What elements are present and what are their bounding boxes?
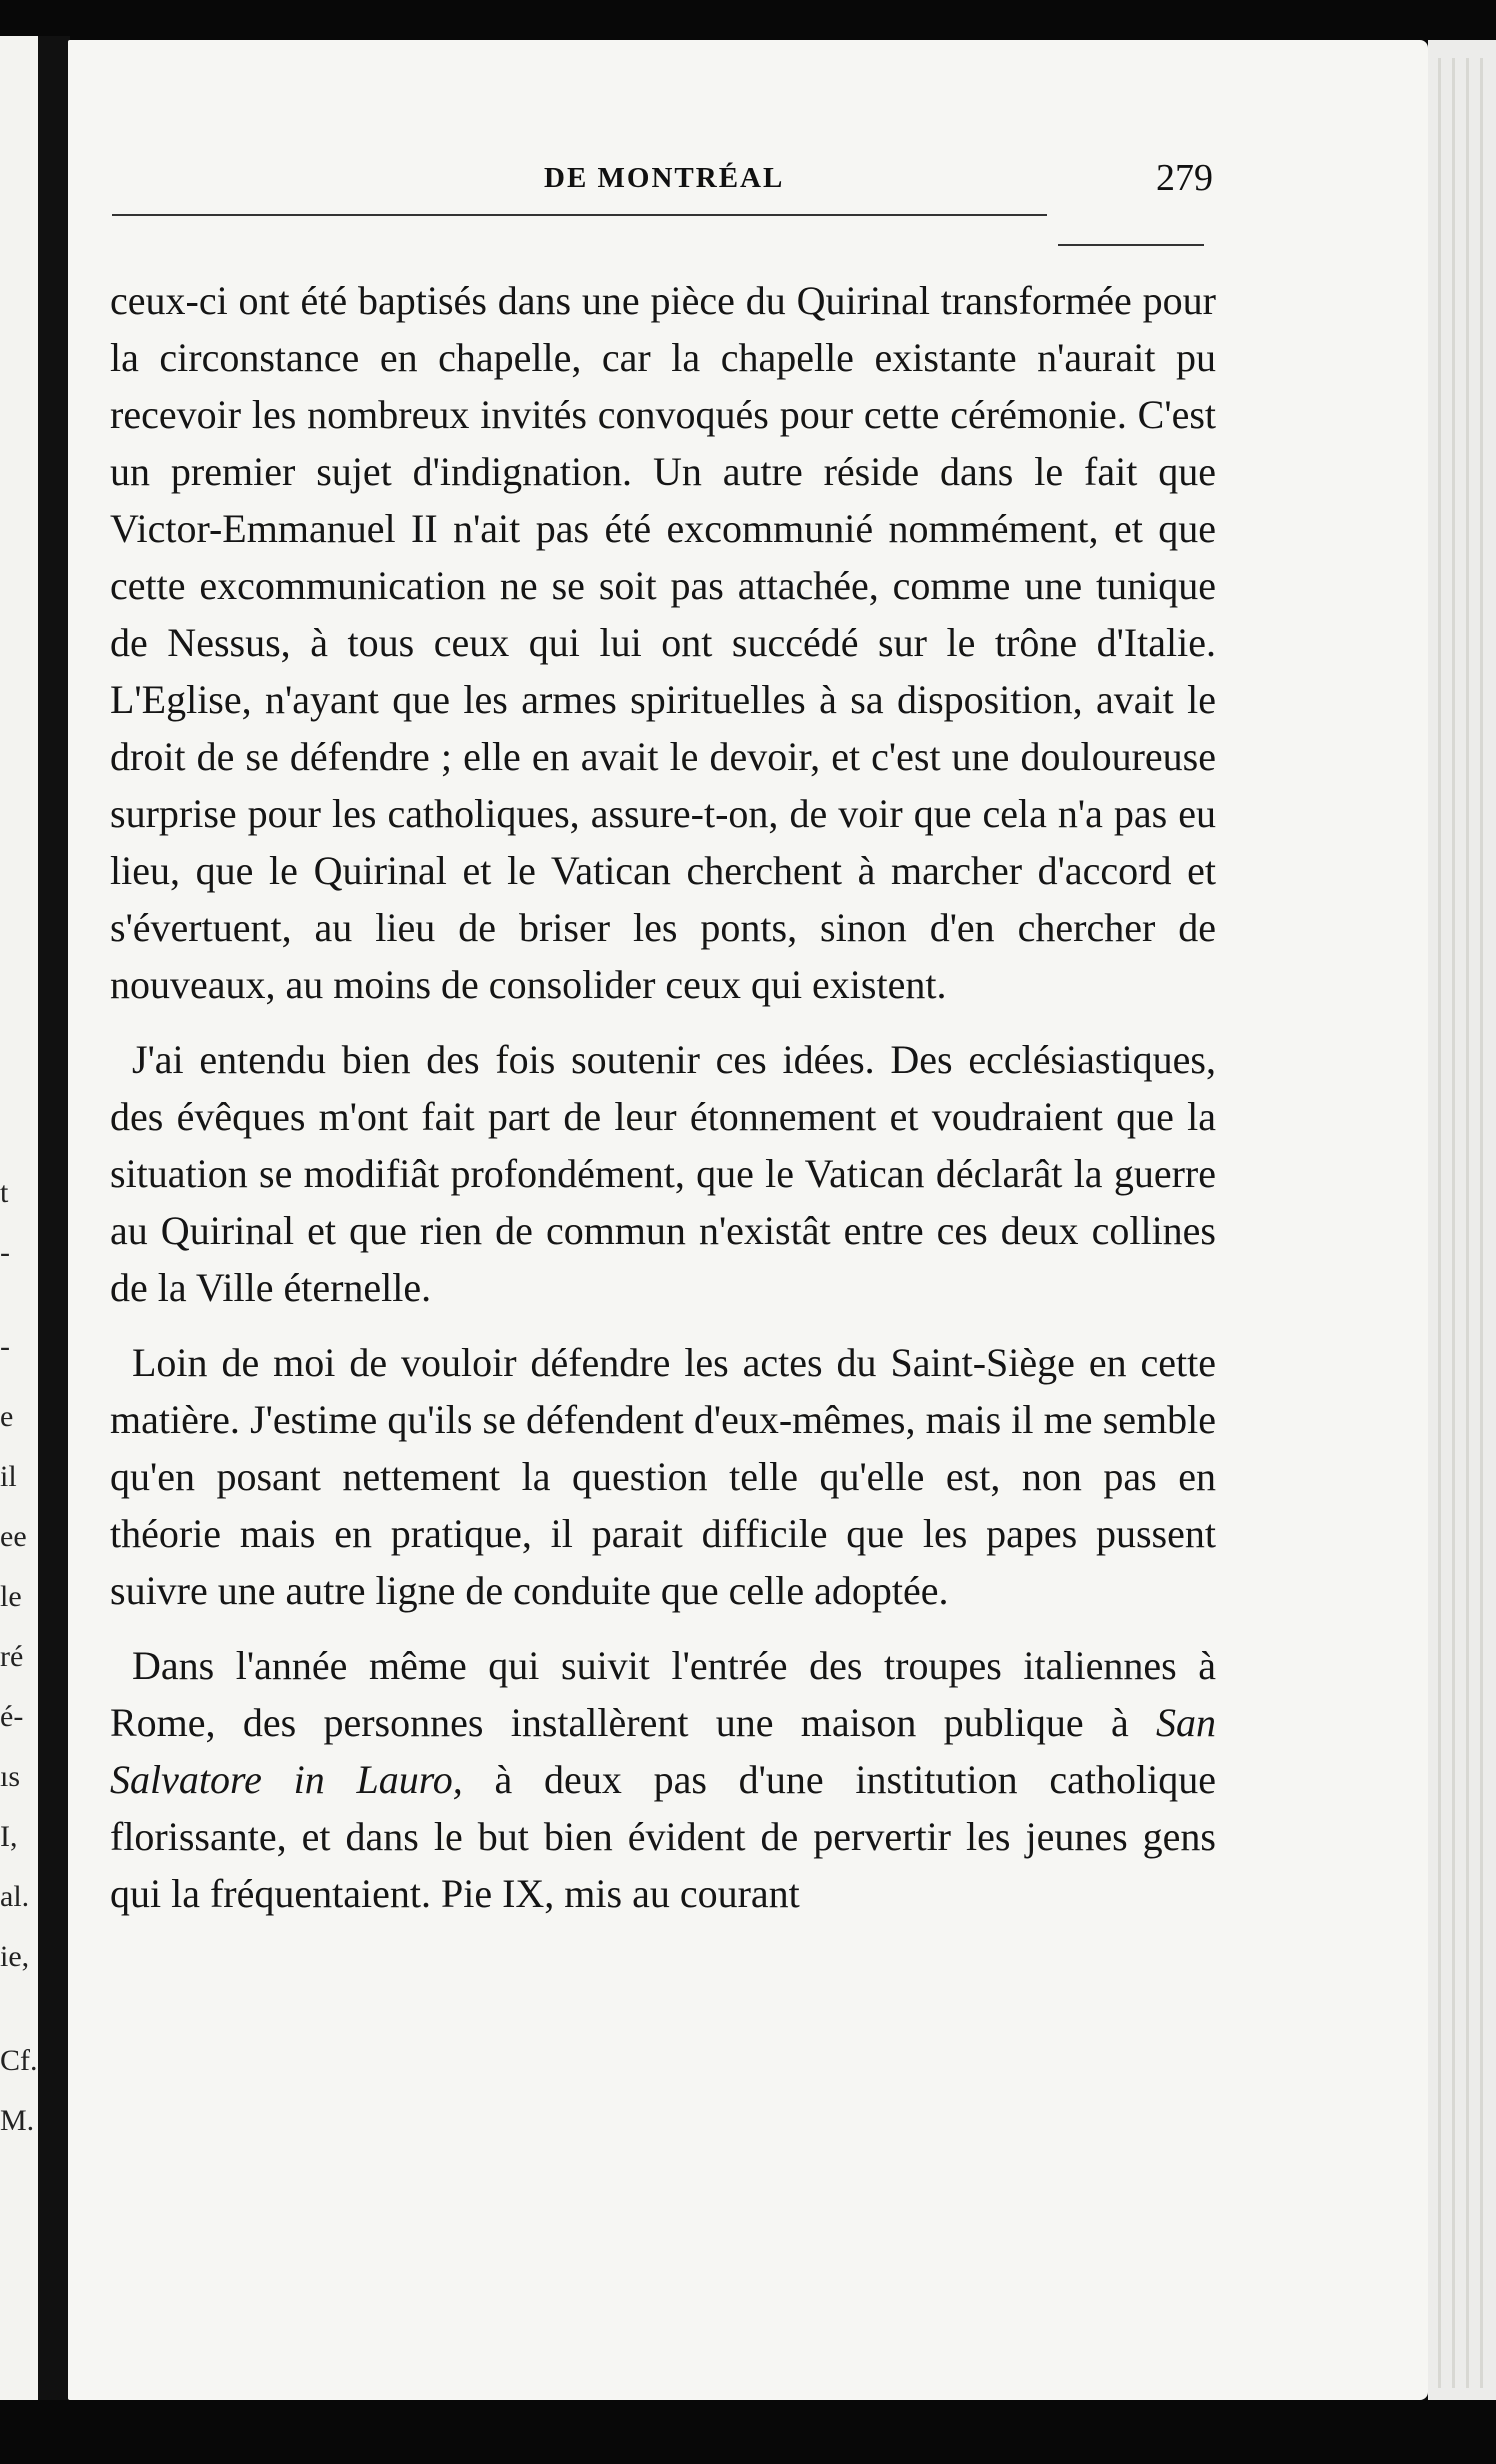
margin-fragment: M. [0, 2104, 35, 2137]
paragraph-text: Dans l'année même qui suivit l'entrée des troupes italiennes à Rome, des personnes installèrent une maison publique à [110, 1643, 1216, 1745]
margin-fragment: ré [0, 1640, 24, 1673]
paragraph: ceux-ci ont été baptisés dans une pièce du Quirinal transformée pour la circonstance en chapelle, car la chapelle existante n'aurait pu recevoir les nombreux invités convoqués pour cette cérémonie. C'est un premier sujet d'indignation. Un autre réside dans le fait que Victor-Emmanuel II n'ait pas été excommunié nommément, et que cette excommunication ne se soit pas attachée, comme une tunique de Nessus, à tous ceux qui lui ont succédé sur le trône d'Italie. L'Eglise, n'ayant que les armes spirituelles à sa disposition, avait le droit de se défendre ; elle en avait le devoir, et c'est une douloureuse surprise pour les catholiques, assure-t-on, de voir que cela n'a pas eu lieu, que le Quirinal et le Vatican cherchent à marcher d'accord et s'évertuent, au lieu de briser les ponts, sinon d'en chercher de nouveaux, au moins de consolider ceux qui existent. [110, 278, 1216, 1007]
margin-fragment: ie, [0, 1940, 30, 1973]
margin-fragment: e [0, 1400, 14, 1433]
header-rule [112, 214, 1047, 216]
page-body [110, 272, 1216, 1940]
page-edge-line [1438, 58, 1441, 2388]
paragraph: Loin de moi de vouloir défendre les actes du Saint-Siège en cette matière. J'estime qu'ils se défendent d'eux-mêmes, mais il me semble qu'en posant nettement la question telle qu'elle est, non pas en théorie mais en pratique, il parait difficile que les papes pussent suivre une autre ligne de conduite que celle adoptée. [110, 1340, 1216, 1613]
margin-fragment: Cf. [0, 2044, 38, 2077]
margin-fragment: - [0, 1236, 10, 1269]
page-edge-line [1452, 58, 1455, 2388]
margin-fragment: ee [0, 1520, 27, 1553]
page-header [112, 150, 1212, 200]
facing-page-edge [0, 36, 38, 2406]
margin-fragment: ıs [0, 1760, 21, 1793]
margin-fragment: al. [0, 1880, 30, 1913]
scan-bottom-border [0, 2400, 1496, 2464]
italic-place-name: San Salvatore in Lauro, [110, 1700, 1216, 1802]
margin-fragment: le [0, 1580, 22, 1613]
paragraph [110, 1637, 1216, 1922]
book-spine-gutter [38, 36, 70, 2414]
margin-fragment: I, [0, 1820, 18, 1853]
running-title: DE MONTRÉAL [544, 162, 785, 194]
margin-fragment: é- [0, 1700, 24, 1733]
page-edge-line [1480, 58, 1483, 2388]
header-rule-short [1058, 244, 1204, 246]
paragraph: J'ai entendu bien des fois soutenir ces idées. Des ecclésiastiques, des évêques m'ont fait part de leur étonnement et voudraient que la situation se modifiât profondément, que le Vatican déclarât la guerre au Quirinal et que rien de commun n'existât entre ces deux collines de la Ville éternelle. [110, 1037, 1216, 1310]
margin-fragment: - [0, 1330, 10, 1363]
page-number: 279 [1156, 157, 1213, 199]
margin-fragment: il [0, 1460, 17, 1493]
paragraph-text: à deux pas d'une institution catholique florissante, et dans le but bien évident de pervertir les jeunes gens qui la fréquentaient. Pie IX, mis au courant [110, 1757, 1216, 1916]
margin-fragment: t [0, 1176, 9, 1209]
page-edge-line [1466, 58, 1469, 2388]
book-page [68, 40, 1428, 2400]
